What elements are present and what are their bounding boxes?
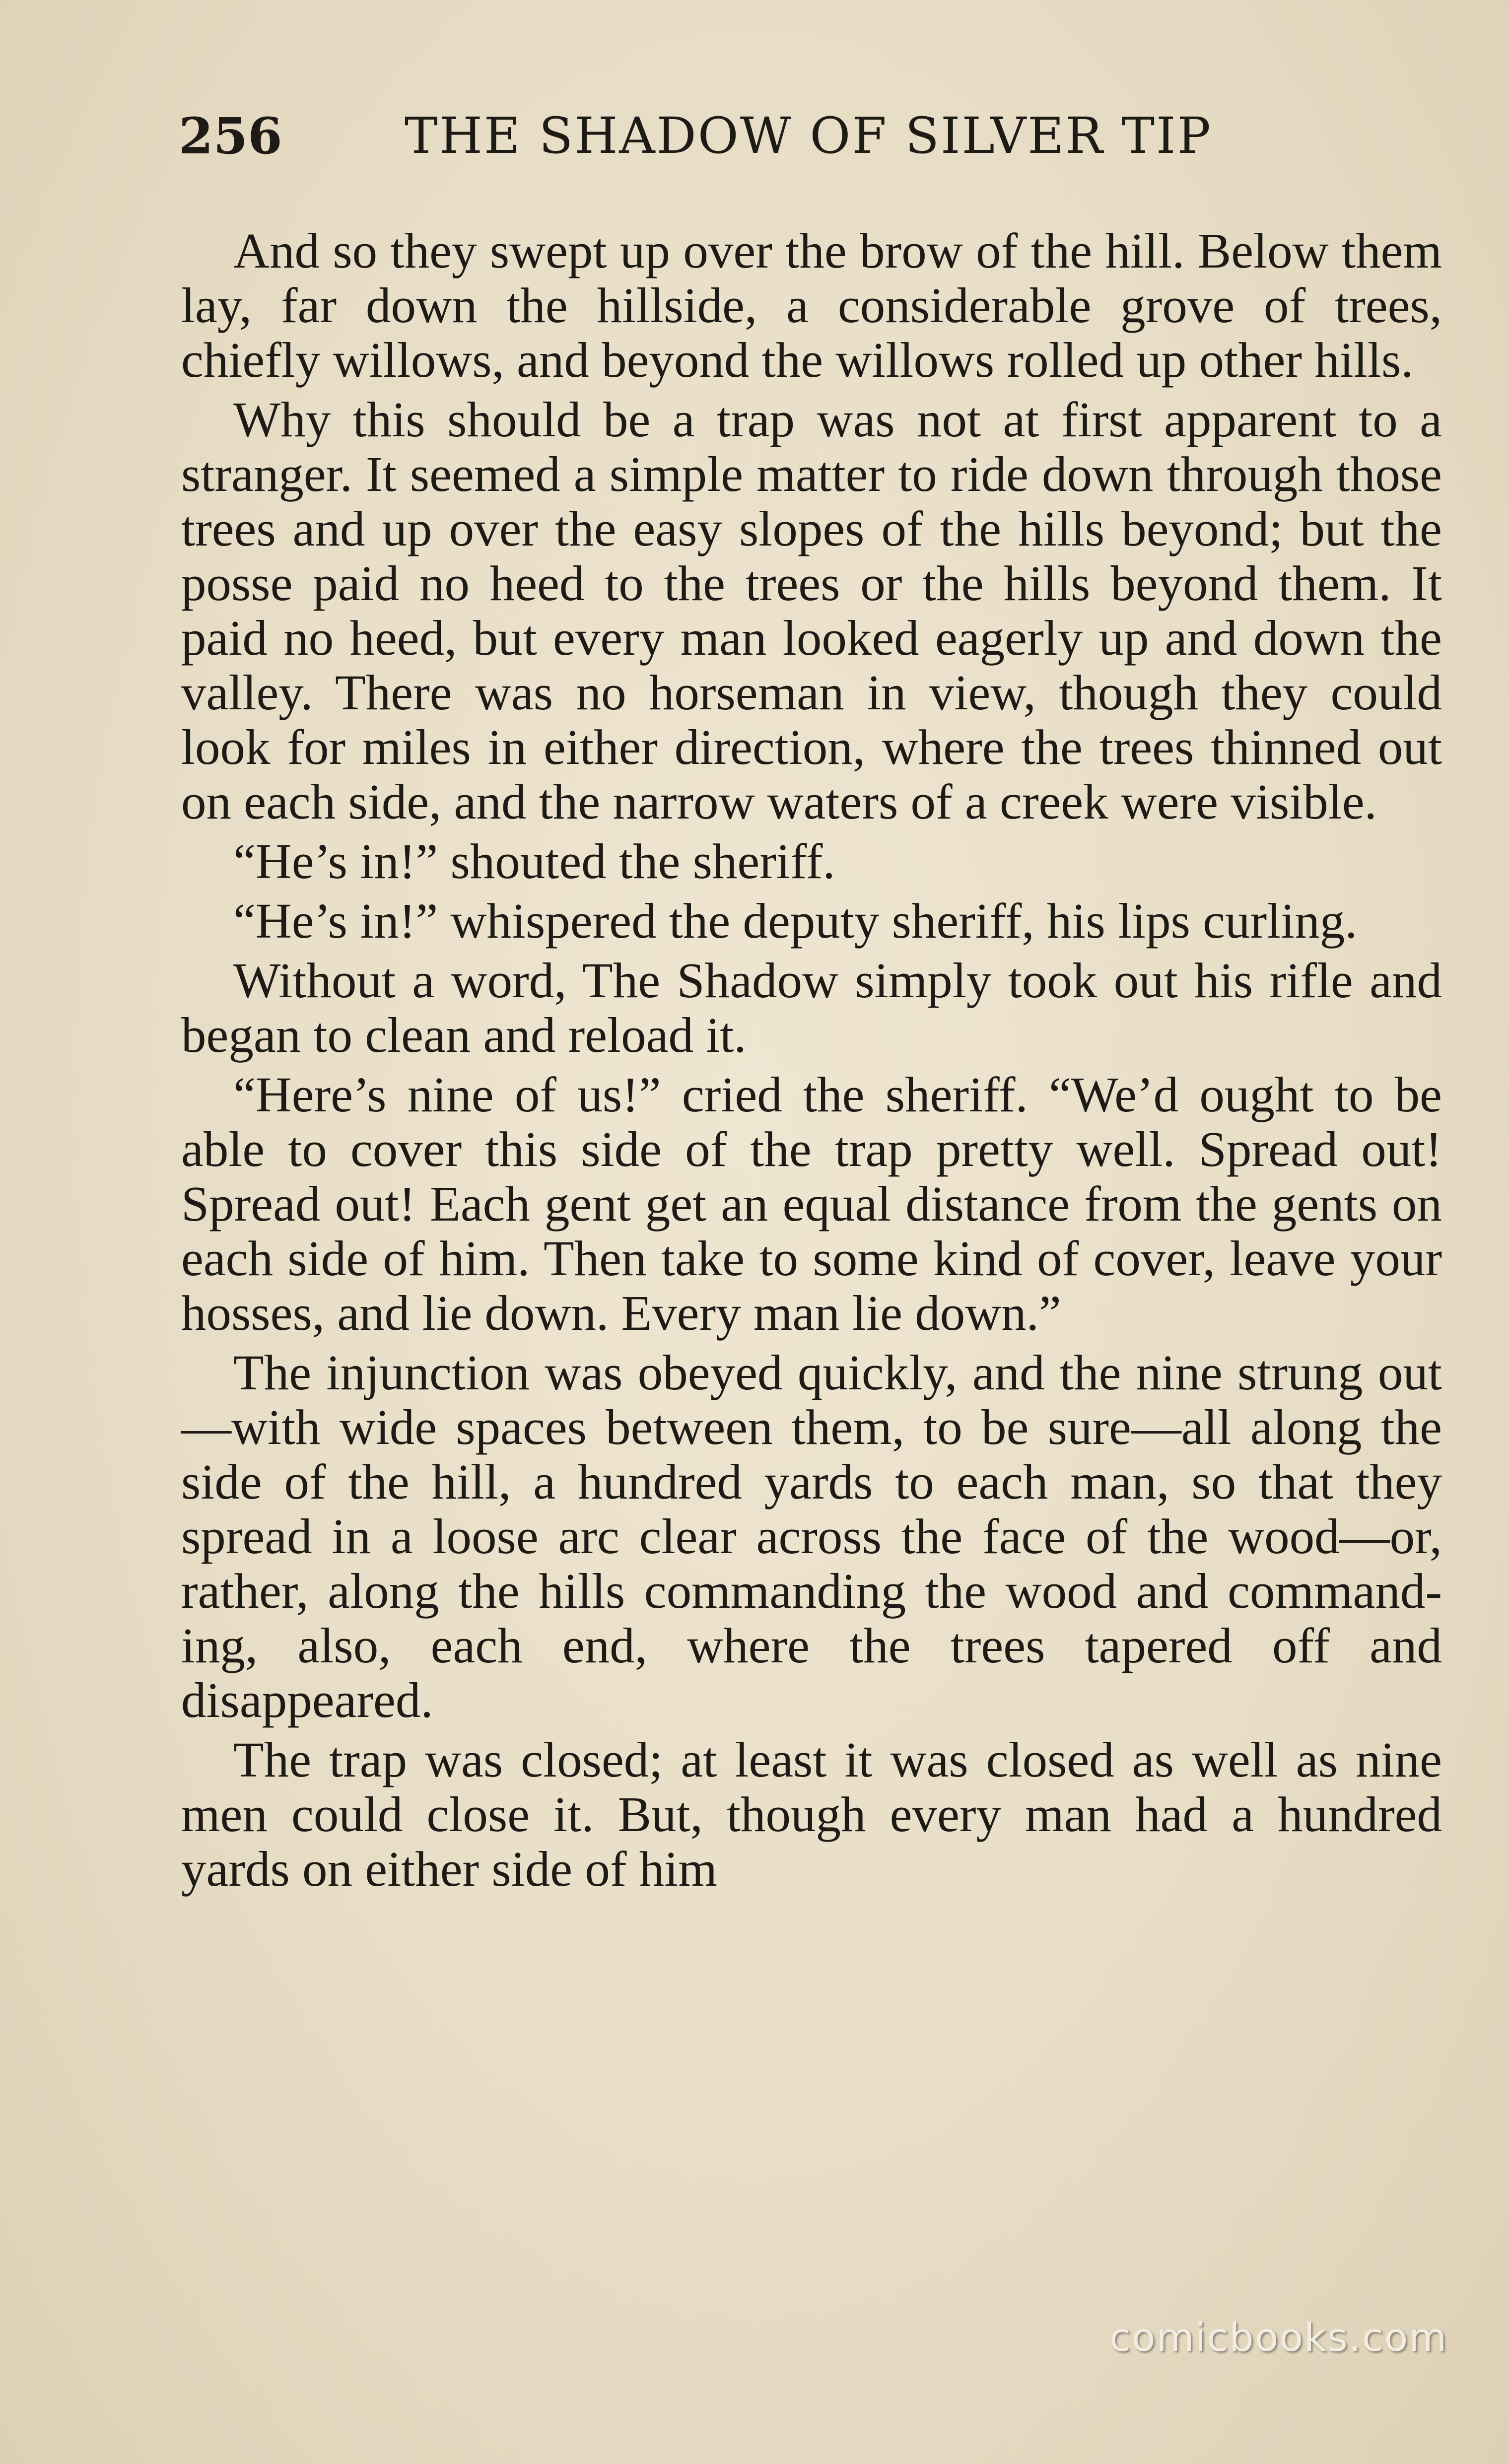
page-number: 256 bbox=[179, 107, 282, 165]
running-title: THE SHADOW OF SILVER TIP bbox=[405, 107, 1212, 165]
body-text bbox=[181, 223, 1442, 1901]
page-header bbox=[179, 107, 1449, 181]
paragraph: “Here’s nine of us!” cried the sheriff. “We’d ought to be able to cover this side of the trap pretty well. Spread out! Spread out! Each gent get an equal distance from the gents on each side of him. Then take to some kind of cover, leave your hosses, and lie down. Every man lie down.” bbox=[181, 1067, 1442, 1341]
paragraph: “He’s in!” shouted the sheriff. bbox=[233, 833, 835, 889]
paragraph: “He’s in!” whispered the deputy sheriff, his lips curling. bbox=[233, 893, 1358, 949]
paragraph: Without a word, The Shadow simply took out his rifle and began to clean and reload it. bbox=[181, 953, 1442, 1063]
paragraph: Why this should be a trap was not at first apparent to a stranger. It seemed a simple matter to ride down through those trees and up over the easy slopes of the hills beyond; but the posse paid no heed to the trees or the hills beyond them. It paid no heed, but every man looked eagerly up and down the valley. There was no horseman in view, though they could look for miles in either direction, where the trees thinned out on each side, and the narrow waters of a creek were visible. bbox=[181, 392, 1442, 829]
paragraph: The injunction was obeyed quickly, and the nine strung out—with wide spaces between them, to be sure—all along the side of the hill, a hundred yards to each man, so that they spread in a loose arc clear across the face of the wood—or, rather, along the hills commanding the wood and commanding, also, each end, where the trees tapered off and disappeared. bbox=[181, 1345, 1442, 1728]
paragraph: And so they swept up over the brow of the hill. Below them lay, far down the hillside, a considerable grove of trees, chiefly willows, and beyond the willows rolled up other hills. bbox=[181, 223, 1442, 388]
paragraph: The trap was closed; at least it was closed as well as nine men could close it. But, though every man had a hundred yards on either side of him bbox=[181, 1732, 1442, 1897]
watermark: comicbooks.com bbox=[1109, 2316, 1448, 2360]
